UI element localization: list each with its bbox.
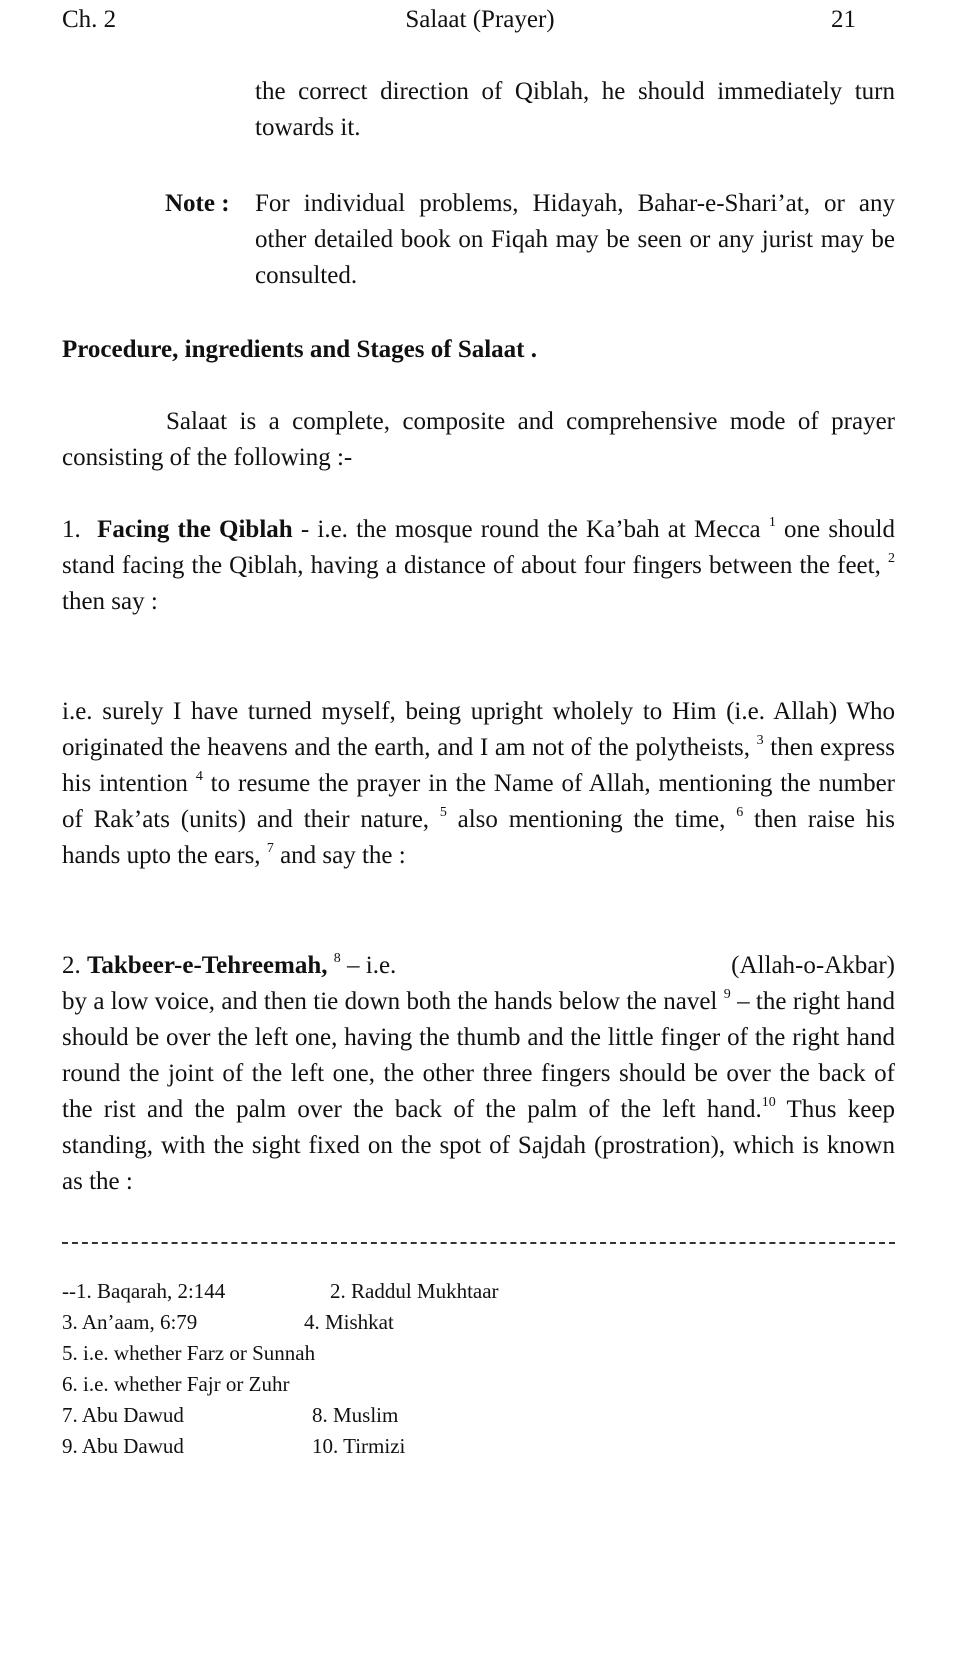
item2-text-2: by a low voice, and then tie down both the hands below the navel	[62, 988, 724, 1015]
footnote-left: 7. Abu Dawud	[62, 1403, 184, 1427]
note-label	[165, 186, 230, 222]
note-text: For individual problems, Hidayah, Bahar-e-Shari’at, or any other detailed book on Fiqah may be seen or any jurist may be consulted.	[255, 190, 895, 289]
footnote-ref-8: 8	[333, 950, 341, 966]
note-paragraph	[255, 186, 895, 294]
footnote-left: 5. i.e. whether Farz or Sunnah	[62, 1341, 316, 1365]
item1-text-2: one should stand facing the Qiblah, having a distance of about four fingers between the feet,	[62, 516, 895, 579]
item1-rest-text-4: also mentioning the time,	[446, 806, 737, 833]
item1-continuation	[62, 694, 895, 874]
item2-text-3: – the right hand should be over the left one, having the thumb and the little finger of the right hand round the joint of the left one, the other three fingers should be over the back of the rist and the palm over the back of the palm of the left hand.	[62, 988, 895, 1123]
footnote-ref-10: 10	[761, 1094, 776, 1110]
item2-text-4: Thus keep standing, with the sight fixed on the spot of Sajdah (prostration), which is known as the :	[62, 1096, 895, 1195]
item-facing-qiblah	[62, 512, 895, 620]
footnote-ref-1: 1	[768, 514, 776, 530]
section-heading: Procedure, ingredients and Stages of Salaat .	[62, 336, 538, 363]
footnote-right: 4. Mishkat	[304, 1310, 394, 1334]
running-title: Salaat (Prayer)	[405, 6, 555, 33]
footnote-ref-9: 9	[723, 986, 731, 1002]
page-number: 21	[831, 6, 856, 33]
item1-term: Facing the Qiblah	[97, 516, 293, 543]
intro-text: Salaat is a complete, composite and comprehensive mode of prayer consisting of the following :-	[62, 408, 895, 471]
item1-rest-text-3: to resume the prayer in the Name of Allah, mentioning the number of Rak’ats (units) and their nature,	[62, 770, 896, 833]
item-takbeer-e-tehreemah	[62, 948, 895, 1200]
item1-rest-text-2: then express his intention	[62, 734, 895, 797]
item2-text-1: – i.e.	[340, 952, 397, 979]
footnote-ref-7: 7	[266, 840, 274, 856]
footnote-ref-2: 2	[888, 550, 895, 566]
item1-rest-text-6: and say the :	[273, 842, 406, 869]
footnote-right: 2. Raddul Mukhtaar	[330, 1279, 499, 1303]
footnote-left: 6. i.e. whether Fajr or Zuhr	[62, 1372, 290, 1396]
running-header	[62, 6, 898, 38]
note-colon: :	[221, 190, 230, 217]
item1-text-3: then say :	[62, 588, 158, 615]
item1-rest-text-5: then raise his hands upto the ears,	[62, 806, 895, 869]
item2-right-text: (Allah-o-Akbar)	[731, 952, 895, 979]
footnote-ref-6: 6	[736, 804, 744, 820]
continuation-paragraph	[255, 74, 895, 146]
footnote-right: 10. Tirmizi	[312, 1434, 406, 1458]
item2-number: 2.	[62, 952, 81, 979]
item1-number: 1.	[62, 516, 81, 543]
footnote-ref-4: 4	[195, 768, 203, 784]
footnote-divider	[62, 1242, 895, 1244]
chapter-label: Ch. 2	[62, 6, 117, 33]
footnote-left: --1. Baqarah, 2:144	[62, 1279, 226, 1303]
footnote-ref-3: 3	[756, 732, 764, 748]
footnote-left: 9. Abu Dawud	[62, 1434, 184, 1458]
item1-text-1: - i.e. the mosque round the Ka’bah at Mecca	[292, 516, 769, 543]
continuation-text: the correct direction of Qiblah, he should immediately turn towards it.	[255, 78, 895, 141]
intro-paragraph	[62, 404, 895, 476]
item1-rest-text-1: i.e. surely I have turned myself, being upright wholely to Him (i.e. Allah) Who originated the heavens and the earth, and I am not of the polytheists,	[62, 698, 895, 761]
note-label-text: Note	[165, 190, 215, 217]
footnote-left: 3. An’aam, 6:79	[62, 1310, 198, 1334]
footnote-right: 8. Muslim	[312, 1403, 399, 1427]
footnote-ref-5: 5	[439, 804, 447, 820]
item2-term: Takbeer-e-Tehreemah,	[87, 952, 328, 979]
